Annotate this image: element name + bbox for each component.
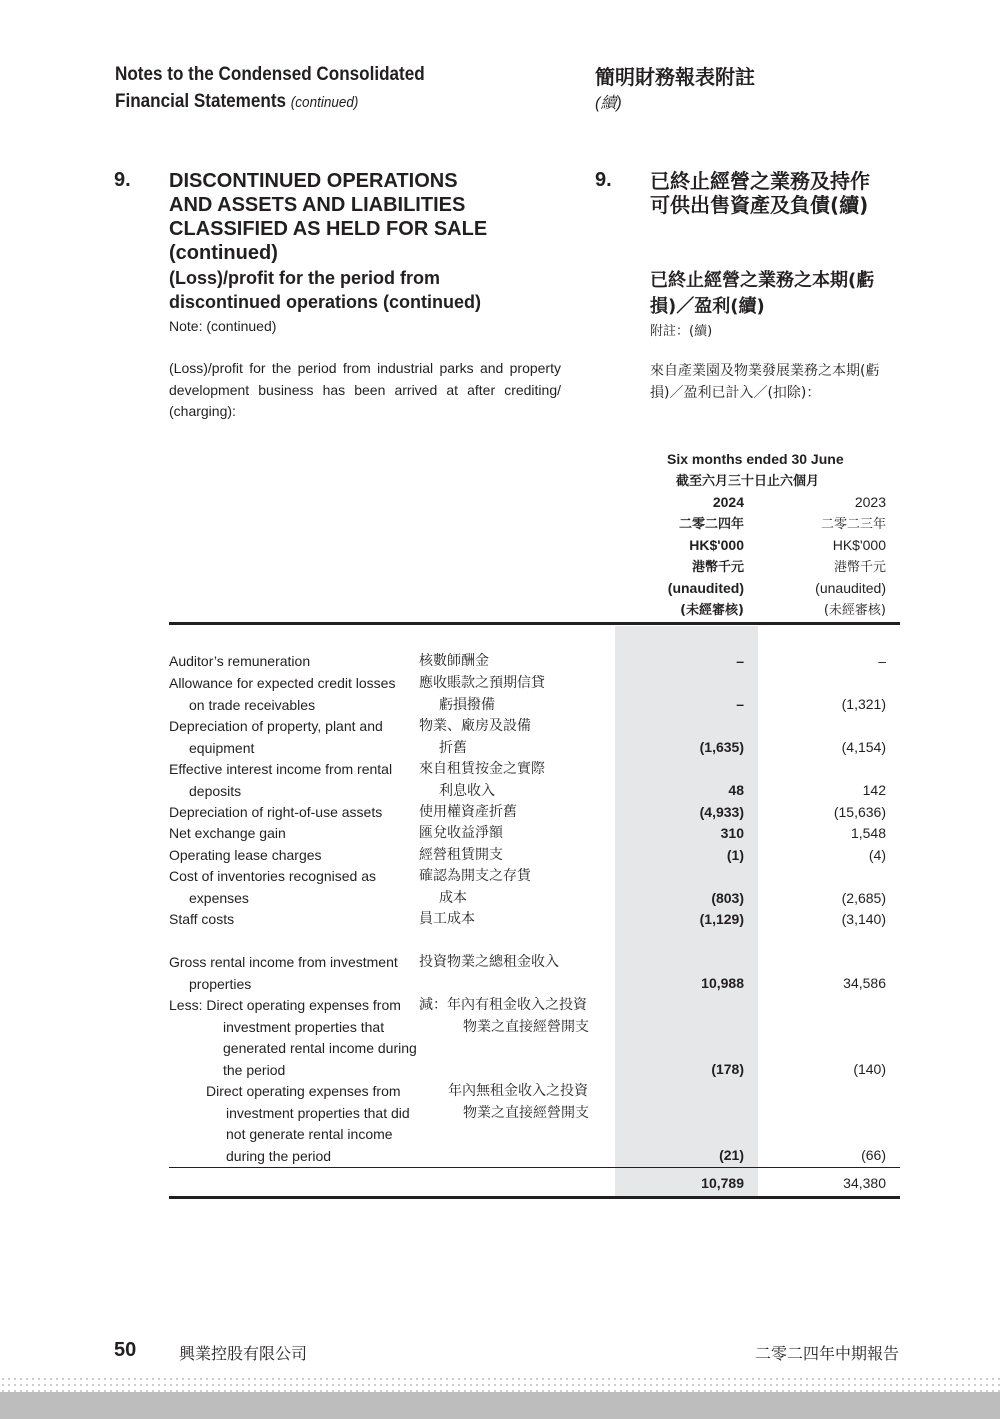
- value-2023: 1,548: [850, 825, 886, 841]
- section-title-en-line: AND ASSETS AND LIABILITIES: [169, 194, 466, 216]
- table-row: [169, 673, 395, 716]
- row-label-en-cont: investment properties that: [223, 1018, 385, 1035]
- row-label-zh: 經營租賃開支: [419, 847, 503, 863]
- row-label-zh: 投資物業之總租金收入: [419, 954, 559, 970]
- column-2024-header: [668, 492, 744, 621]
- row-label-zh: [419, 716, 531, 759]
- table-row-direct-expenses-no-rental: [206, 1081, 410, 1167]
- subtotal-rule: [169, 1167, 900, 1168]
- row-label-zh-line: 確認為開支之存貨: [419, 868, 531, 884]
- section-title-en-line: (continued): [169, 242, 278, 264]
- value-2023: (4): [868, 847, 886, 863]
- row-label-en-cont: deposits: [189, 782, 242, 799]
- value-2024: (1,129): [699, 911, 744, 927]
- row-label-en-cont: the period: [223, 1061, 286, 1078]
- row-label-zh: 使用權資產折舊: [419, 804, 517, 820]
- row-label-en: Gross rental income from investment: [169, 954, 398, 970]
- value-2024: (1,635): [699, 739, 744, 755]
- row-label-zh: 員工成本: [419, 911, 475, 927]
- total-rule: [169, 1196, 900, 1199]
- value-2023: (4,154): [841, 739, 886, 755]
- value-2023: 34,586: [843, 975, 886, 991]
- section-title-zh-line: 可供出售資產及負債(續): [650, 193, 869, 217]
- section-title-en-line: DISCONTINUED OPERATIONS: [169, 170, 458, 192]
- intro-text-zh-line: 損)／盈利已計入／(扣除)：: [650, 385, 821, 401]
- header-continued-zh: (續): [595, 95, 622, 112]
- value-2023: (15,636): [833, 804, 886, 820]
- col-2024-unit-zh: 港幣千元: [691, 559, 744, 575]
- intro-text-zh: [650, 360, 879, 404]
- row-label-zh-line: 成本: [439, 889, 467, 906]
- intro-text-en: (Loss)/profit for the period from industrial parks and property development business has been arrived at after crediting/ (charging):: [169, 360, 561, 419]
- col-2023-audit-zh: (未經審核): [823, 602, 886, 618]
- subtitle-en-line: discontinued operations (continued): [169, 292, 481, 312]
- col-2024-audit-zh: (未經審核): [680, 602, 744, 618]
- intro-text-zh-line: 來自產業園及物業發展業務之本期(虧: [650, 363, 880, 379]
- row-label-en: Net exchange gain: [169, 825, 286, 841]
- row-label-zh-line: 減：年內有租金收入之投資: [419, 997, 587, 1013]
- value-2024: (1): [726, 847, 744, 863]
- value-2024: (803): [711, 890, 744, 906]
- value-2023: (3,140): [841, 911, 886, 927]
- row-label-en: Depreciation of property, plant and: [169, 718, 383, 734]
- section-number-en: 9.: [114, 169, 131, 191]
- note-label-zh: 附註：(續): [650, 324, 713, 339]
- table-top-rule: [169, 622, 900, 625]
- row-label-en-cont: equipment: [189, 739, 255, 756]
- row-label-zh: [419, 995, 589, 1038]
- row-label-zh: 核數師酬金: [419, 653, 489, 669]
- section-title-zh: [650, 169, 870, 217]
- subtitle-en: [169, 266, 481, 314]
- row-label-en: Operating lease charges: [169, 847, 322, 863]
- row-label-zh-line: 利息收入: [439, 782, 495, 799]
- row-label-en: Staff costs: [169, 911, 235, 927]
- col-2024-year-zh: 二零二四年: [678, 516, 744, 532]
- row-label-en: Auditor’s remuneration: [169, 653, 311, 669]
- table-row: [169, 845, 322, 867]
- row-label-en: Cost of inventories recognised as: [169, 868, 376, 884]
- col-2023-audit: (unaudited): [815, 580, 886, 596]
- value-2023: (2,685): [841, 890, 886, 906]
- header-continued: (continued): [290, 94, 359, 111]
- header-title-line2: Financial Statements: [115, 91, 287, 112]
- row-label-zh: [419, 759, 545, 802]
- value-2024: –: [736, 696, 744, 712]
- row-label-en-cont: investment properties that did: [226, 1104, 410, 1121]
- subtitle-en-line: (Loss)/profit for the period from: [169, 268, 440, 288]
- total-2023: 34,380: [843, 1175, 886, 1191]
- row-label-zh-line: 年內無租金收入之投資: [448, 1083, 588, 1099]
- col-2023-year-zh: 二零二三年: [820, 516, 886, 532]
- row-label-en-cont: properties: [189, 975, 252, 992]
- header-title-en: [115, 61, 425, 116]
- table-row-less-direct-expenses: [169, 995, 417, 1081]
- table-row: [169, 823, 286, 845]
- section-title-en-line: CLASSIFIED AS HELD FOR SALE: [169, 218, 488, 240]
- header-title-zh: 簡明財務報表附註: [595, 65, 755, 89]
- row-label-en-cont: generated rental income during: [223, 1040, 417, 1056]
- row-label-zh-line: 應收賬款之預期信貸: [419, 675, 545, 691]
- subtitle-zh-line: 已終止經營之業務之本期(虧: [650, 270, 875, 291]
- section-number-zh: 9.: [595, 169, 612, 191]
- row-label-zh: [419, 866, 531, 909]
- header-title-line1: Notes to the Condensed Consolidated: [115, 64, 425, 85]
- value-2023: 142: [862, 782, 886, 798]
- col-2024-unit: HK$'000: [689, 537, 744, 553]
- row-label-zh-line: 折舊: [439, 739, 467, 756]
- col-2023-unit: HK$'000: [832, 537, 886, 553]
- value-2024: 48: [728, 782, 744, 798]
- row-label-en-cont: during the period: [226, 1147, 332, 1164]
- note-label-en: Note: (continued): [169, 318, 277, 334]
- row-label-zh-line: 物業之直接經營開支: [463, 1018, 589, 1035]
- col-2024-year: 2024: [712, 494, 744, 510]
- period-header-zh: 截至六月三十日止六個月: [676, 474, 820, 489]
- section-title-en: [169, 169, 487, 265]
- value-2023: (1,321): [841, 696, 886, 712]
- row-label-en-cont: expenses: [189, 889, 249, 906]
- row-label-zh-line: 來自租賃按金之實際: [419, 761, 545, 777]
- row-label-en: Effective interest income from rental: [169, 761, 393, 777]
- footer-dot-pattern: [0, 1376, 1000, 1392]
- row-label-en: Less: Direct operating expenses from: [169, 997, 401, 1013]
- footer-band: [0, 1392, 1000, 1419]
- table-row: [169, 651, 310, 673]
- row-label-en-cont: not generate rental income: [226, 1126, 393, 1142]
- row-label-en: Depreciation of right-of-use assets: [169, 804, 383, 820]
- table-row: [169, 802, 382, 824]
- value-2024: –: [736, 653, 744, 669]
- subtitle-zh-line: 損)／盈利(續): [650, 296, 765, 317]
- row-label-zh-line: 物業、廠房及設備: [419, 718, 531, 734]
- col-2023-year: 2023: [854, 494, 886, 510]
- table-row: [169, 759, 392, 802]
- value-2024: 10,988: [701, 975, 744, 991]
- row-label-zh: [419, 673, 545, 716]
- row-label-zh-line: 虧損撥備: [439, 696, 495, 713]
- row-label-en-cont: on trade receivables: [189, 696, 316, 713]
- column-2023-header: [815, 492, 886, 621]
- col-2024-audit: (unaudited): [667, 580, 744, 596]
- page-number: 50: [114, 1339, 137, 1361]
- value-2024: 310: [720, 825, 744, 841]
- period-header-en: Six months ended 30 June: [667, 451, 844, 467]
- value-2024: (178): [711, 1061, 744, 1077]
- table-row: [169, 866, 376, 909]
- subtitle-zh: [650, 268, 874, 320]
- table-row-gross-rental: [169, 952, 398, 995]
- value-2024: (21): [719, 1147, 744, 1163]
- row-label-zh: 匯兌收益淨額: [419, 825, 503, 841]
- value-2023: –: [878, 653, 886, 669]
- col-2023-unit-zh: 港幣千元: [833, 559, 886, 575]
- row-label-en: Direct operating expenses from: [206, 1083, 401, 1099]
- row-label-zh: [448, 1081, 589, 1124]
- section-title-zh-line: 已終止經營之業務及持作: [650, 169, 870, 193]
- row-label-zh-line: 物業之直接經營開支: [463, 1104, 589, 1121]
- table-row: [169, 909, 234, 931]
- row-label-en: Allowance for expected credit losses: [169, 675, 396, 691]
- value-2023: (140): [853, 1061, 886, 1077]
- company-name: 興業控股有限公司: [179, 1344, 308, 1363]
- table-row: [169, 716, 383, 759]
- report-name: 二零二四年中期報告: [754, 1344, 899, 1363]
- value-2023: (66): [861, 1147, 886, 1163]
- total-2024: 10,789: [701, 1175, 744, 1191]
- value-2024: (4,933): [699, 804, 744, 820]
